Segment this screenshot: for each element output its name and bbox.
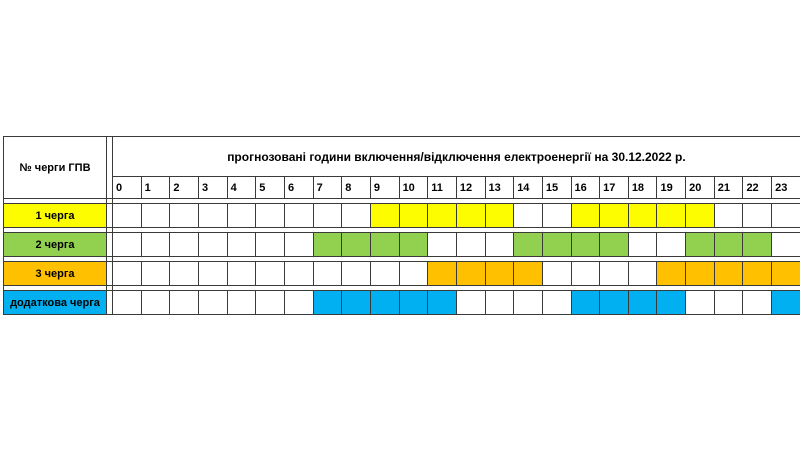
hour-slot — [657, 291, 686, 315]
hour-slot — [370, 291, 399, 315]
hour-slot — [628, 291, 657, 315]
hour-label: 21 — [714, 177, 743, 199]
hour-slot — [743, 262, 772, 286]
hour-slot — [370, 204, 399, 228]
hour-slot — [227, 233, 256, 257]
hour-slot — [542, 204, 571, 228]
hour-slot — [428, 291, 457, 315]
hour-slot — [542, 262, 571, 286]
hour-slot — [256, 262, 285, 286]
hour-slot — [256, 233, 285, 257]
hour-label: 15 — [542, 177, 571, 199]
hour-slot — [284, 233, 313, 257]
hour-slot — [399, 291, 428, 315]
hour-slot — [714, 291, 743, 315]
hour-slot — [313, 262, 342, 286]
hour-slot — [170, 262, 199, 286]
queue-row — [4, 233, 800, 257]
queue-column-header: № черги ГПВ — [4, 137, 107, 199]
hour-slot — [284, 204, 313, 228]
hours-row — [4, 177, 800, 199]
hour-slot — [170, 291, 199, 315]
hour-slot — [313, 204, 342, 228]
hour-slot — [657, 204, 686, 228]
schedule-title: прогнозовані години включення/відключення електроенергії на 30.12.2022 р. — [113, 137, 800, 177]
hour-slot — [456, 233, 485, 257]
hour-label: 10 — [399, 177, 428, 199]
hour-slot — [485, 233, 514, 257]
hour-slot — [772, 233, 800, 257]
hour-slot — [686, 233, 715, 257]
hour-slot — [772, 262, 800, 286]
hour-label: 12 — [456, 177, 485, 199]
hour-slot — [714, 262, 743, 286]
queue-label: 2 черга — [4, 233, 107, 257]
hour-slot — [113, 262, 142, 286]
queue-row — [4, 291, 800, 315]
hour-slot — [113, 204, 142, 228]
hour-label: 18 — [628, 177, 657, 199]
hour-label: 5 — [256, 177, 285, 199]
hour-slot — [198, 204, 227, 228]
hour-label: 0 — [113, 177, 142, 199]
hour-label: 3 — [198, 177, 227, 199]
hour-slot — [456, 262, 485, 286]
hour-slot — [514, 233, 543, 257]
queue-label: 1 черга — [4, 204, 107, 228]
hour-label: 20 — [686, 177, 715, 199]
hour-slot — [342, 204, 371, 228]
hour-slot — [399, 262, 428, 286]
hour-slot — [628, 204, 657, 228]
hour-slot — [170, 204, 199, 228]
hour-slot — [313, 233, 342, 257]
hour-slot — [256, 204, 285, 228]
hour-slot — [571, 291, 600, 315]
hour-slot — [284, 262, 313, 286]
hour-slot — [714, 204, 743, 228]
hour-slot — [141, 233, 170, 257]
hour-slot — [485, 204, 514, 228]
hour-label: 1 — [141, 177, 170, 199]
hour-slot — [600, 204, 629, 228]
hour-slot — [514, 291, 543, 315]
hour-slot — [686, 262, 715, 286]
hour-slot — [428, 262, 457, 286]
hour-label: 16 — [571, 177, 600, 199]
hour-slot — [571, 233, 600, 257]
hour-slot — [198, 233, 227, 257]
hour-slot — [370, 262, 399, 286]
hour-slot — [198, 291, 227, 315]
hour-slot — [342, 262, 371, 286]
queue-label: 3 черга — [4, 262, 107, 286]
hour-label: 14 — [514, 177, 543, 199]
hour-slot — [256, 291, 285, 315]
hour-label: 8 — [342, 177, 371, 199]
title-row — [4, 137, 800, 177]
hour-label: 22 — [743, 177, 772, 199]
hour-label: 6 — [284, 177, 313, 199]
hour-slot — [628, 262, 657, 286]
hour-slot — [342, 233, 371, 257]
hour-slot — [571, 204, 600, 228]
hour-slot — [227, 204, 256, 228]
hour-slot — [227, 262, 256, 286]
hour-slot — [198, 262, 227, 286]
hour-slot — [485, 291, 514, 315]
hour-slot — [542, 291, 571, 315]
hour-slot — [772, 204, 800, 228]
queue-row — [4, 204, 800, 228]
hour-slot — [628, 233, 657, 257]
hour-slot — [657, 233, 686, 257]
hour-slot — [485, 262, 514, 286]
hour-slot — [600, 233, 629, 257]
hour-slot — [141, 262, 170, 286]
hour-slot — [686, 291, 715, 315]
hour-slot — [141, 204, 170, 228]
hour-label: 17 — [600, 177, 629, 199]
hour-slot — [743, 233, 772, 257]
hour-slot — [456, 204, 485, 228]
hour-slot — [542, 233, 571, 257]
hour-slot — [342, 291, 371, 315]
hour-slot — [113, 291, 142, 315]
hour-slot — [657, 262, 686, 286]
queue-row — [4, 262, 800, 286]
hour-slot — [600, 262, 629, 286]
hour-label: 4 — [227, 177, 256, 199]
hour-slot — [399, 204, 428, 228]
hour-label: 11 — [428, 177, 457, 199]
hour-slot — [428, 204, 457, 228]
hour-slot — [313, 291, 342, 315]
hour-slot — [170, 233, 199, 257]
hour-slot — [772, 291, 800, 315]
hour-slot — [714, 233, 743, 257]
hour-slot — [571, 262, 600, 286]
hour-slot — [686, 204, 715, 228]
queue-label: додаткова черга — [4, 291, 107, 315]
hour-slot — [600, 291, 629, 315]
hour-slot — [743, 291, 772, 315]
hour-label: 2 — [170, 177, 199, 199]
hour-label: 9 — [370, 177, 399, 199]
outage-schedule-table — [3, 136, 800, 315]
hour-slot — [399, 233, 428, 257]
hour-label: 19 — [657, 177, 686, 199]
hour-slot — [428, 233, 457, 257]
hour-slot — [227, 291, 256, 315]
hour-slot — [113, 233, 142, 257]
hour-slot — [514, 204, 543, 228]
hour-label: 7 — [313, 177, 342, 199]
hour-slot — [284, 291, 313, 315]
hour-slot — [141, 291, 170, 315]
hour-label: 23 — [772, 177, 800, 199]
hour-slot — [370, 233, 399, 257]
hour-label: 13 — [485, 177, 514, 199]
hour-slot — [456, 291, 485, 315]
hour-slot — [743, 204, 772, 228]
hour-slot — [514, 262, 543, 286]
